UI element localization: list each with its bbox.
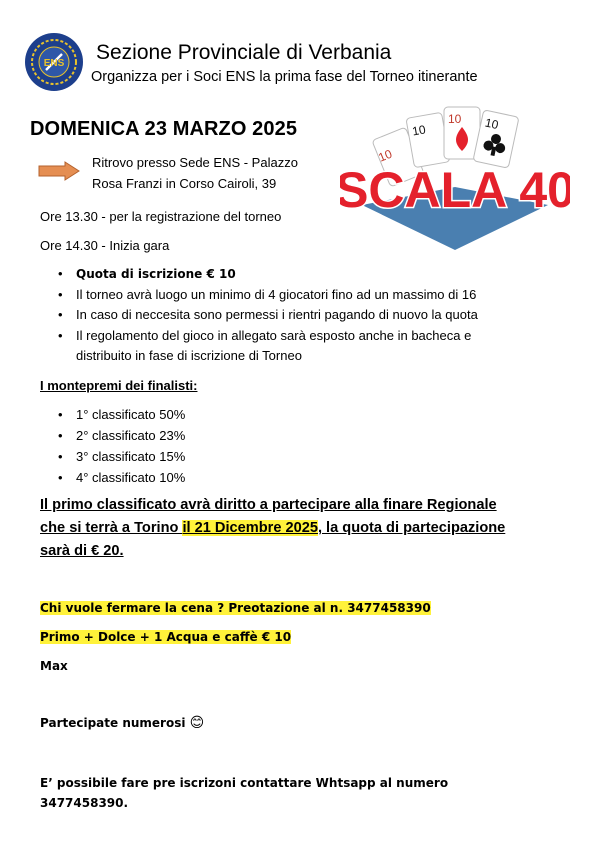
dinner-menu-text: Primo + Dolce + 1 Acqua e caffè € 10 (40, 630, 292, 644)
prize-text: 2° classificato 23% (76, 428, 186, 443)
meeting-line-1: Ritrovo presso Sede ENS - Palazzo (92, 155, 298, 170)
final-line-2-start: che si terrà a Torino (40, 520, 183, 536)
ens-logo (24, 32, 84, 92)
list-item (58, 264, 558, 285)
list-item (58, 285, 558, 306)
preregister-notice (40, 773, 448, 813)
invite-text: Partecipate numerosi (40, 716, 186, 730)
time-start: Ore 14.30 - Inizia gara (40, 238, 170, 253)
bullet-icon: • (58, 286, 63, 302)
bullet-icon: • (58, 470, 63, 485)
event-date: DOMENICA 23 MARZO 2025 (30, 118, 298, 140)
bullet-icon: • (58, 428, 63, 443)
final-date-highlight: il 21 Dicembre 2025 (182, 520, 318, 536)
bullet-icon: • (58, 407, 63, 422)
dinner-contact-name: Max (40, 659, 68, 673)
prize-text: 1° classificato 50% (76, 407, 186, 422)
list-item (58, 404, 185, 425)
list-item (58, 326, 558, 367)
preregister-line-1: E’ possibile fare pre iscrizoni contattare Whtsapp al numero (40, 776, 449, 790)
list-item (58, 425, 185, 446)
final-line-1: Il primo classificato avrà diritto a partecipare alla finare Regionale (40, 497, 497, 513)
final-notice (40, 494, 565, 563)
prize-text: 4° classificato 10% (76, 470, 186, 485)
dinner-menu (40, 630, 291, 644)
preregister-line-2: 3477458390. (40, 796, 129, 810)
rule-text: In caso di neccesita sono permessi i rientri pagando di nuovo la quota (76, 307, 478, 322)
bullet-icon: • (58, 266, 63, 281)
prize-text: 3° classificato 15% (76, 449, 186, 464)
list-item (58, 467, 185, 488)
scala-40-text: SCALA 40 (340, 162, 570, 218)
svg-text:10: 10 (411, 122, 427, 139)
meeting-place (92, 152, 352, 194)
bullet-icon: • (58, 327, 63, 343)
time-registration: Ore 13.30 - per la registrazione del torneo (40, 209, 282, 224)
org-subtitle: Organizza per i Soci ENS la prima fase del Torneo itinerante (91, 69, 478, 85)
rule-text: Il torneo avrà luogo un minimo di 4 giocatori fino ad un massimo di 16 (76, 286, 477, 302)
dinner-reservation-text: Chi vuole fermare la cena ? Preotazione al n. 3477458390 (40, 601, 431, 615)
bullet-icon: • (58, 449, 63, 464)
scala-40-logo (340, 95, 570, 255)
arrow-right-icon (38, 161, 80, 181)
list-item (58, 305, 558, 326)
prizes-heading: I montepremi dei finalisti: (40, 378, 198, 393)
meeting-line-2: Rosa Franzi in Corso Cairoli, 39 (92, 176, 277, 191)
svg-text:10: 10 (483, 115, 500, 133)
registration-fee: Quota di iscrizione € 10 (76, 267, 236, 281)
svg-text:10: 10 (376, 146, 395, 165)
rule-text: Il regolamento del gioco in allegato sarà esposto anche in bacheca e (76, 327, 472, 343)
dinner-reservation (40, 601, 431, 615)
rule-text-continued: distribuito in fase di iscrizione di Torneo (76, 348, 302, 363)
prizes-list (58, 404, 185, 488)
final-line-2-end: , la quota di partecipazione (317, 520, 506, 536)
smile-emoji-icon: 😊 (189, 715, 205, 731)
ens-logo-text: ENS (43, 58, 65, 69)
bullet-icon: • (58, 307, 63, 322)
final-line-2 (40, 517, 565, 540)
svg-text:10: 10 (448, 112, 462, 126)
list-item (58, 446, 185, 467)
final-line-3: sarà di € 20. (40, 543, 124, 559)
invite-line (40, 715, 204, 731)
rules-list (58, 264, 558, 367)
org-title: Sezione Provinciale di Verbania (96, 41, 392, 64)
